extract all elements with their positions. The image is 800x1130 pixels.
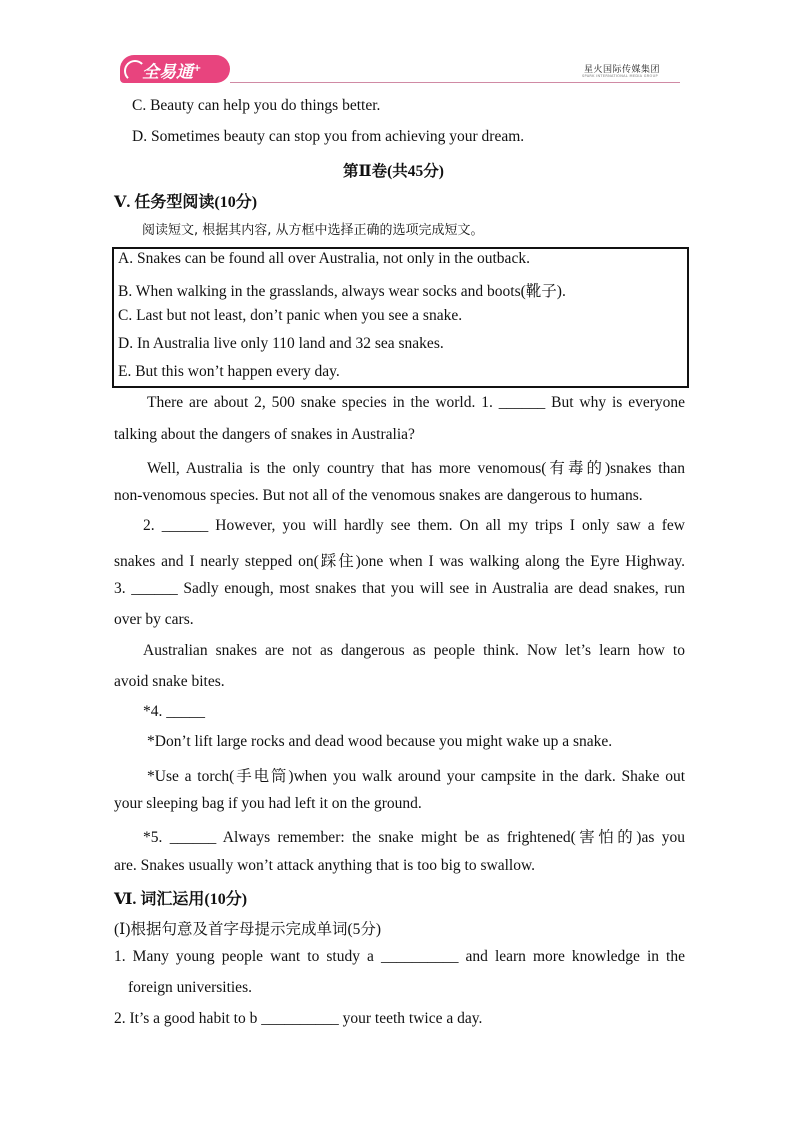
box-option-a: A. Snakes can be found all over Australia, not only in the outback. xyxy=(118,250,530,267)
publisher-name: 星火国际传媒集团 xyxy=(584,65,661,75)
option-d-prev: D. Sometimes beauty can stop you from achieving your dream. xyxy=(132,128,525,145)
passage-line-13: *Use a torch(手电筒)when you walk around your campsite in the dark. Shake out xyxy=(147,768,685,785)
box-option-c: C. Last but not least, don’t panic when you see a snake. xyxy=(118,307,463,324)
box-option-e: E. But this won’t happen every day. xyxy=(118,363,340,380)
passage-line-12: *Don’t lift large rocks and dead wood because you might wake up a snake. xyxy=(147,733,613,750)
question-1: 1. Many young people want to study a __________ and learn more knowledge in the xyxy=(114,948,685,965)
section5-instruction: 阅读短文, 根据其内容, 从方框中选择正确的选项完成短文。 xyxy=(142,223,484,238)
passage-line-4: non-venomous species. But not all of the venomous snakes are dangerous to humans. xyxy=(114,487,643,504)
passage-line-7: 3. ______ Sadly enough, most snakes that you will see in Australia are dead snakes, run xyxy=(114,580,685,597)
logo-text: 全易通 xyxy=(142,62,193,83)
passage-line-5: 2. ______ However, you will hardly see them. On all my trips I only saw a few xyxy=(143,517,685,534)
passage-line-15: *5. ______ Always remember: the snake might be as frightened(害怕的)as you xyxy=(143,829,685,846)
section6-subtitle: (Ⅰ)根据句意及首字母提示完成单词(5分) xyxy=(114,921,382,938)
passage-line-2: talking about the dangers of snakes in Australia? xyxy=(114,426,415,443)
page-header xyxy=(0,0,800,90)
passage-line-16: are. Snakes usually won’t attack anything that is too big to swallow. xyxy=(114,857,536,874)
part2-title: 第Ⅱ卷(共45分) xyxy=(343,163,444,180)
question-2: 2. It’s a good habit to b __________ your teeth twice a day. xyxy=(114,1010,483,1027)
box-option-b: B. When walking in the grasslands, always wear socks and boots(靴子). xyxy=(118,283,566,300)
passage-line-1: There are about 2, 500 snake species in the world. 1. ______ But why is everyone xyxy=(147,394,685,411)
option-c-prev: C. Beauty can help you do things better. xyxy=(132,97,381,114)
passage-line-11: *4. _____ xyxy=(143,703,205,720)
box-option-d: D. In Australia live only 110 land and 32 sea snakes. xyxy=(118,335,444,352)
logo-plus: + xyxy=(193,63,202,74)
passage-line-9: Australian snakes are not as dangerous as people think. Now let’s learn how to xyxy=(143,642,685,659)
publisher-subtitle: SPARK INTERNATIONAL MEDIA GROUP xyxy=(582,74,658,78)
header-divider xyxy=(230,82,680,83)
passage-line-8: over by cars. xyxy=(114,611,194,628)
passage-line-10: avoid snake bites. xyxy=(114,673,225,690)
passage-line-6: snakes and I nearly stepped on(踩住)one when I was walking along the Eyre Highway. xyxy=(114,553,685,570)
passage-line-14: your sleeping bag if you had left it on the ground. xyxy=(114,795,422,812)
section5-title: Ⅴ. 任务型阅读(10分) xyxy=(114,194,258,211)
logo-swoosh-icon xyxy=(124,60,146,82)
question-1-cont: foreign universities. xyxy=(128,979,252,996)
passage-line-3: Well, Australia is the only country that has more venomous(有毒的)snakes than xyxy=(147,460,685,477)
section6-title: Ⅵ. 词汇运用(10分) xyxy=(114,891,248,908)
